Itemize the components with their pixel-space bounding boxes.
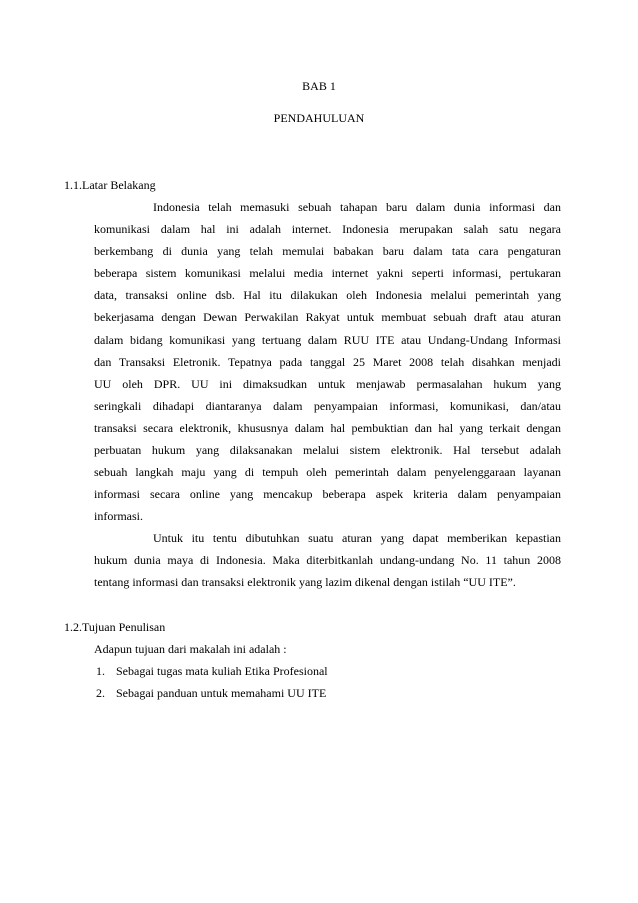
section-heading-tujuan-penulisan: 1.2.Tujuan Penulisan [64, 620, 166, 634]
list-item-number: 2. [96, 686, 105, 700]
list-item-text: Sebagai panduan untuk memahami UU ITE [116, 686, 327, 700]
list-item-text: Sebagai tugas mata kuliah Etika Profesional [116, 664, 328, 678]
paragraph-line: data, transaksi online dsb. Hal itu dilakukan oleh Indonesia melalui pemerintah yang [94, 288, 561, 302]
paragraph-line: sebuah langkah maju yang di tempuh oleh pemerintah dalam penyelenggaraan layanan [94, 465, 561, 479]
paragraph-line: transaksi secara elektronik, khususnya dalam hal pembuktian dan hal yang terkait dengan [94, 421, 561, 435]
paragraph-line: dalam bidang komunikasi yang tertuang dalam RUU ITE atau Undang-Undang Informasi [94, 333, 561, 347]
paragraph-line: dan Transaksi Eletronik. Tepatnya pada tanggal 25 Maret 2008 telah disahkan menjadi [94, 355, 561, 369]
list-item-number: 1. [96, 664, 105, 678]
paragraph-line: UU oleh DPR. UU ini dimaksudkan untuk menjawab permasalahan hukum yang [94, 377, 561, 391]
paragraph-line: informasi. [94, 509, 143, 523]
paragraph-line: beberapa sistem komunikasi melalui media internet yakni seperti informasi, pertukaran [94, 266, 561, 280]
purpose-intro: Adapun tujuan dari makalah ini adalah : [94, 642, 287, 656]
chapter-title: PENDAHULUAN [273, 111, 365, 125]
section-heading-latar-belakang: 1.1.Latar Belakang [64, 178, 156, 192]
paragraph-line: tentang informasi dan transaksi elektronik yang lazim dikenal dengan istilah “UU ITE”. [94, 575, 516, 589]
paragraph-line: Indonesia telah memasuki sebuah tahapan baru dalam dunia informasi dan [153, 200, 561, 214]
paragraph-line: informasi secara online yang mencakup beberapa aspek kriteria dalam penyampaian [94, 487, 561, 501]
paragraph-line: hukum dunia maya di Indonesia. Maka diterbitkanlah undang-undang No. 11 tahun 2008 [94, 553, 561, 567]
paragraph-line: Untuk itu tentu dibutuhkan suatu aturan yang dapat memberikan kepastian [153, 531, 561, 545]
chapter-label: BAB 1 [302, 79, 336, 93]
paragraph-line: seringkali dihadapi diantaranya dalam penyampaian informasi, komunikasi, dan/atau [94, 399, 561, 413]
paragraph-line: bekerjasama dengan Dewan Perwakilan Rakyat untuk membuat sebuah draft atau aturan [94, 310, 561, 324]
paragraph-line: komunikasi dalam hal ini adalah internet. Indonesia merupakan salah satu negara [94, 222, 561, 236]
paragraph-line: perbuatan hukum yang dilaksanakan melalui sistem elektronik. Hal tersebut adalah [94, 443, 561, 457]
paragraph-line: berkembang di dunia yang telah memulai babakan baru dalam tata cara pengaturan [94, 244, 561, 258]
